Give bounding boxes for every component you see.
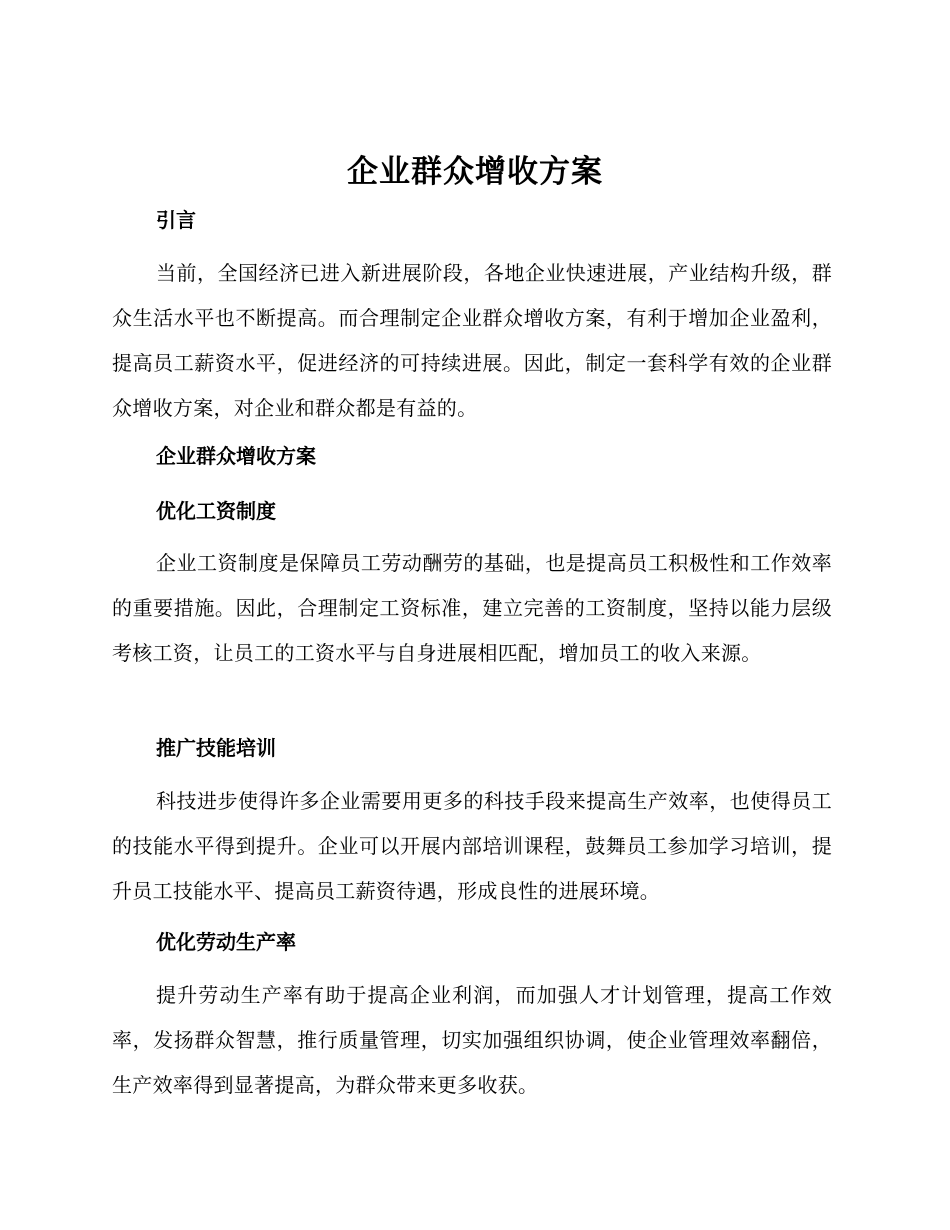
section-paragraph-skills-training: 科技进步使得许多企业需要用更多的科技手段来提高生产效率，也使得员工的技能水平得到提升。企业可以开展内部培训课程，鼓舞员工参加学习培训，提升员工技能水平、提高员工薪资待遇，形成良性的进展环境。: [112, 789, 832, 903]
section-paragraph-wage-system: 企业工资制度是保障员工劳动酬劳的基础，也是提高员工积极性和工作效率的重要措施。因此，合理制定工资标准，建立完善的工资制度，坚持以能力层级考核工资，让员工的工资水平与自身进展相匹配，增加员工的收入来源。: [112, 551, 832, 665]
section-heading-skills-training: 推广技能培训: [156, 736, 276, 760]
document-title: 企业群众增收方案: [347, 154, 603, 190]
section-heading-plan: 企业群众增收方案: [156, 444, 316, 468]
section-paragraph-introduction: 当前，全国经济已进入新进展阶段，各地企业快速进展，产业结构升级，群众生活水平也不断提高。而合理制定企业群众增收方案，有利于增加企业盈利，提高员工薪资水平，促进经济的可持续进展。因此，制定一套科学有效的企业群众增收方案，对企业和群众都是有益的。: [112, 261, 832, 420]
section-heading-wage-system: 优化工资制度: [156, 499, 276, 523]
section-paragraph-productivity: 提升劳动生产率有助于提高企业利润，而加强人才计划管理，提高工作效率，发扬群众智慧，推行质量管理，切实加强组织协调，使企业管理效率翻倍，生产效率得到显著提高，为群众带来更多收获。: [112, 983, 832, 1097]
section-heading-productivity: 优化劳动生产率: [156, 930, 296, 954]
section-heading-introduction: 引言: [156, 208, 196, 232]
